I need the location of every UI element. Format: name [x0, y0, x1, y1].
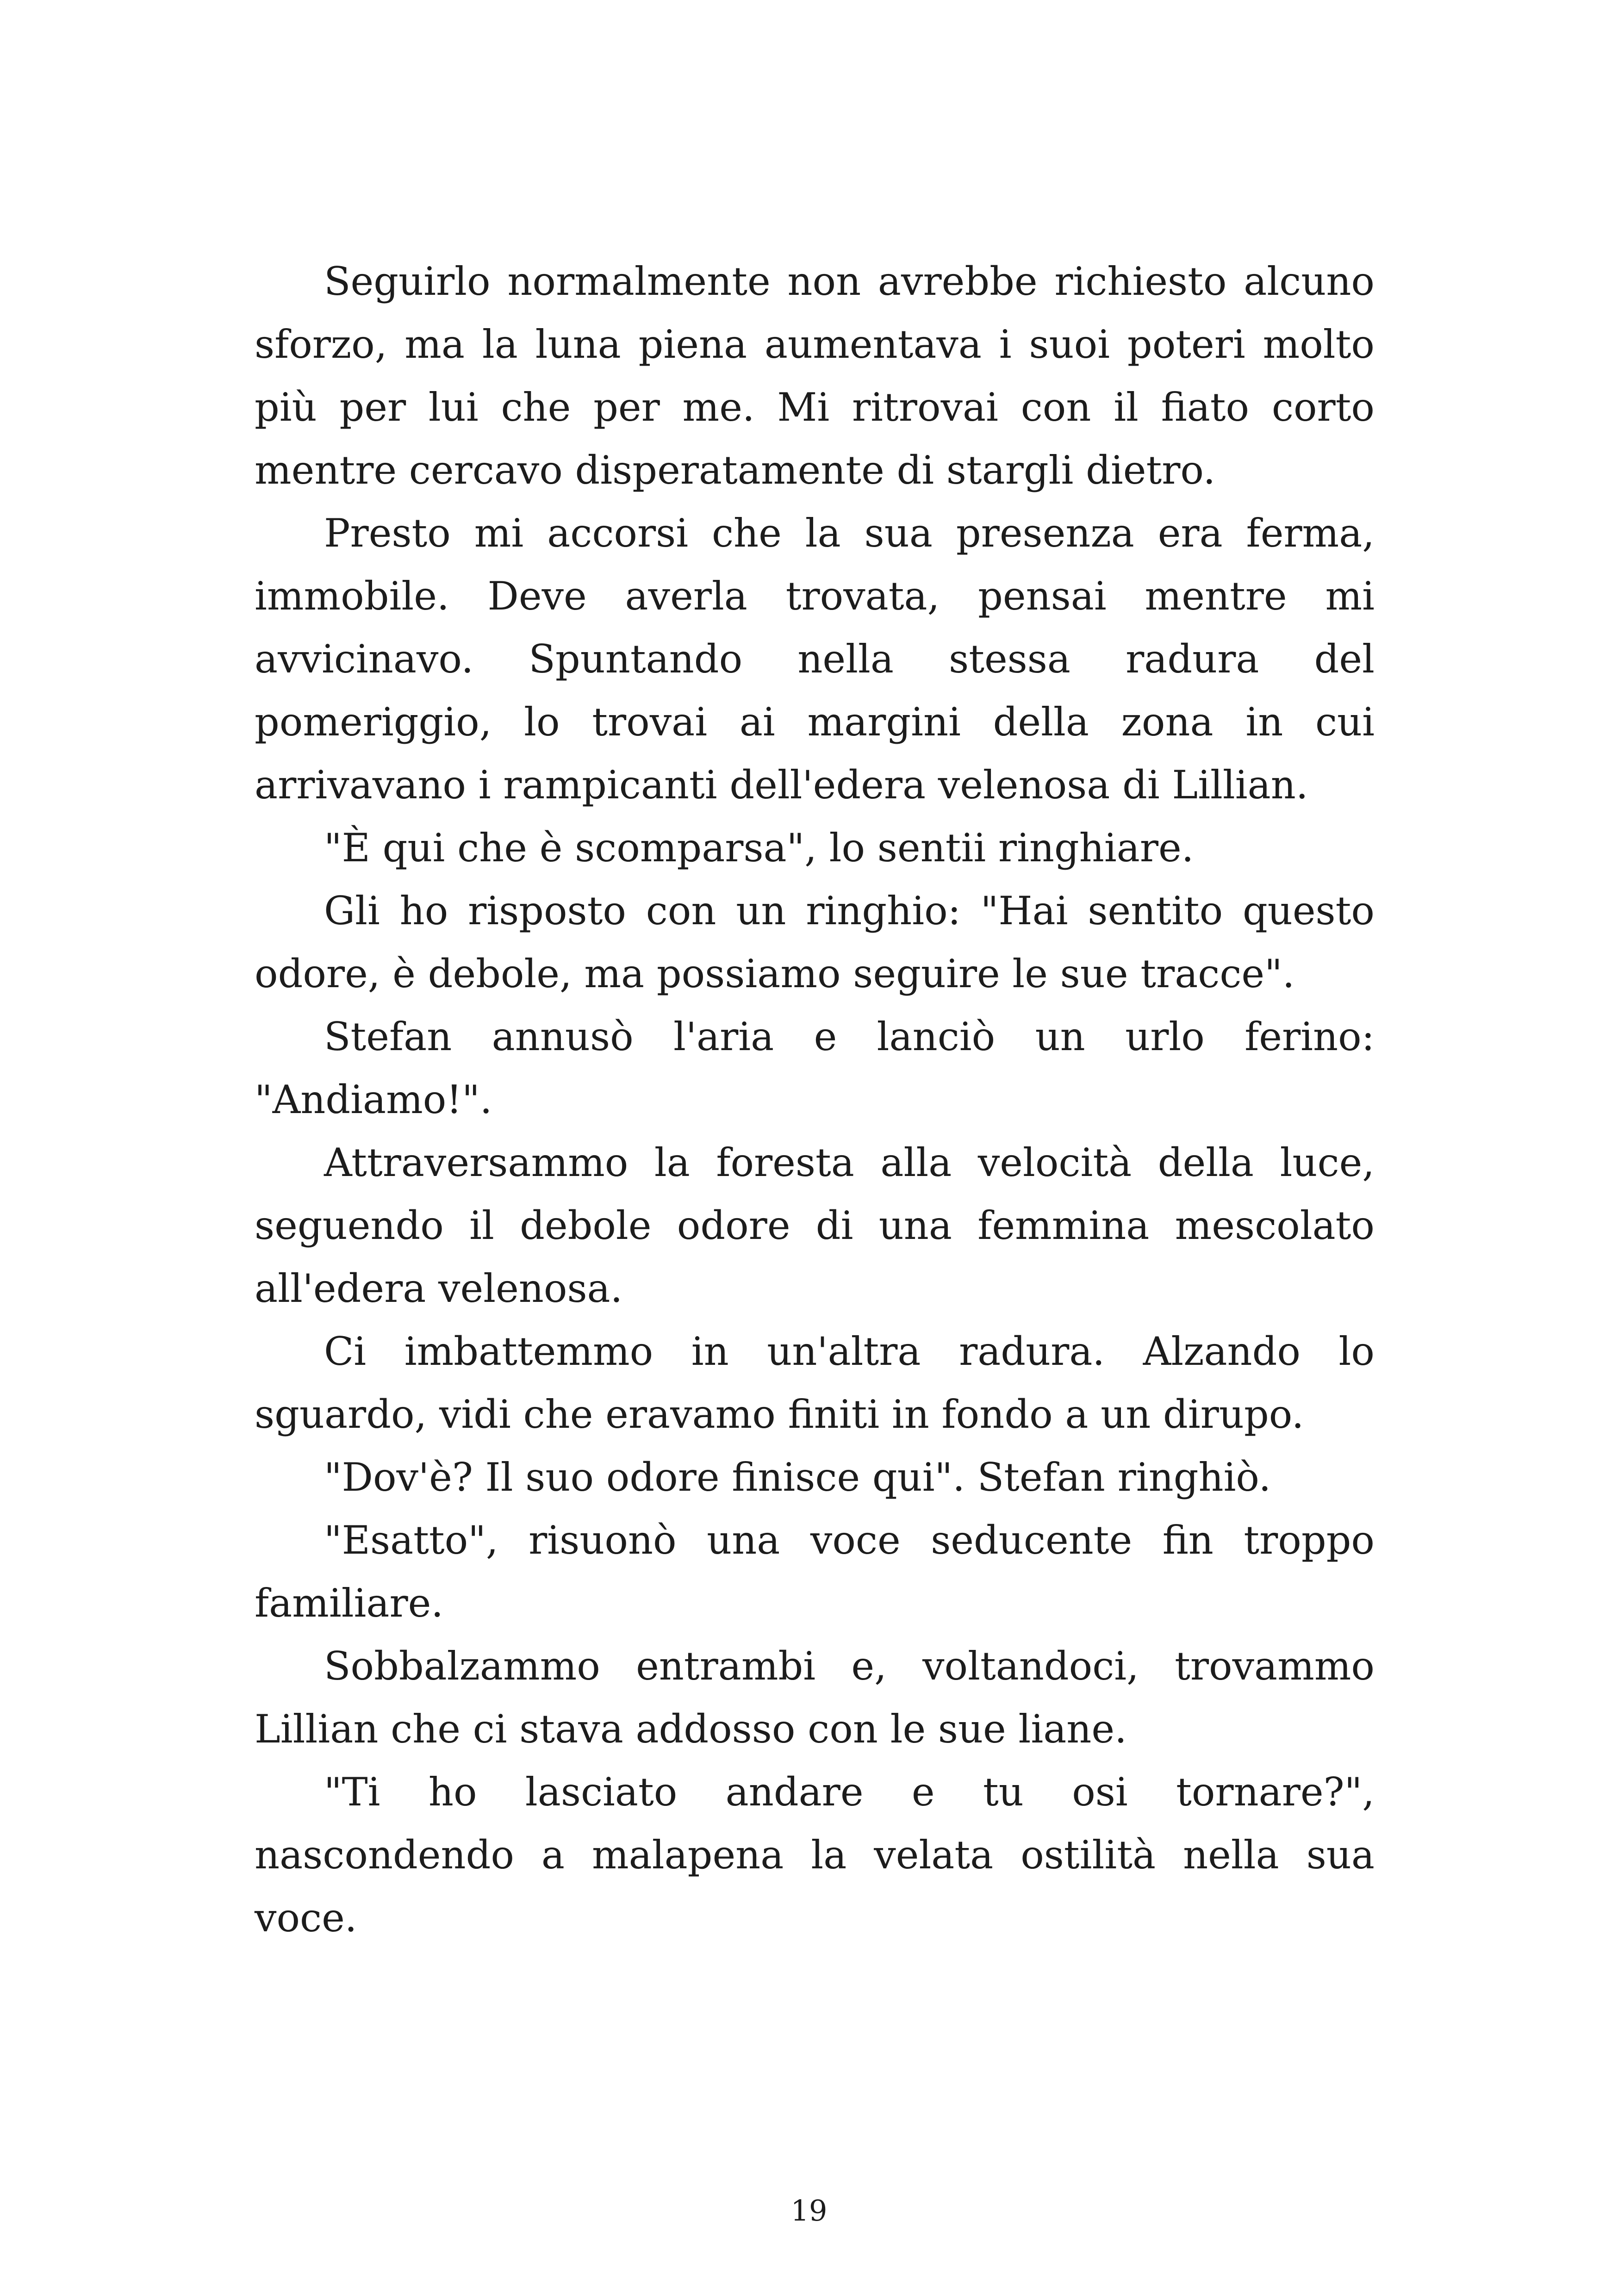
paragraph: Gli ho risposto con un ringhio: "Hai sentito questo odore, è debole, ma possiamo seguire le sue tracce". — [255, 888, 1375, 996]
paragraph: "Dov'è? Il suo odore finisce qui". Stefan ringhiò. — [324, 1455, 1271, 1500]
paragraph: Stefan annusò l'aria e lanciò un urlo ferino: "Andiamo!". — [255, 1014, 1375, 1122]
paragraph: Attraversammo la foresta alla velocità della luce, seguendo il debole odore di una femmina mescolato all'edera velenosa. — [255, 1140, 1375, 1311]
paragraph: Seguirlo normalmente non avrebbe richiesto alcuno sforzo, ma la luna piena aumentava i suoi poteri molto più per lui che per me. Mi ritrovai con il fiato corto mentre cercavo disperatamente di stargli dietro. — [255, 259, 1375, 493]
paragraph: Ci imbattemmo in un'altra radura. Alzando lo sguardo, vidi che eravamo finiti in fondo a un dirupo. — [255, 1329, 1375, 1437]
body-text — [255, 250, 1375, 1949]
paragraph: Sobbalzammo entrambi e, voltandoci, trovammo Lillian che ci stava addosso con le sue liane. — [255, 1643, 1375, 1752]
paragraph: Presto mi accorsi che la sua presenza era ferma, immobile. Deve averla trovata, pensai mentre mi avvicinavo. Spuntando nella stessa radura del pomeriggio, lo trovai ai margini della zona in cui arrivavano i rampicanti dell'edera velenosa di Lillian. — [255, 510, 1375, 808]
paragraph: "Esatto", risuonò una voce seducente fin troppo familiare. — [255, 1518, 1375, 1626]
paragraph: "Ti ho lasciato andare e tu osi tornare?", nascondendo a malapena la velata ostilità nella sua voce. — [255, 1769, 1375, 1941]
page-number: 19 — [790, 2194, 828, 2228]
paragraph: "È qui che è scomparsa", lo sentii ringhiare. — [324, 825, 1194, 871]
